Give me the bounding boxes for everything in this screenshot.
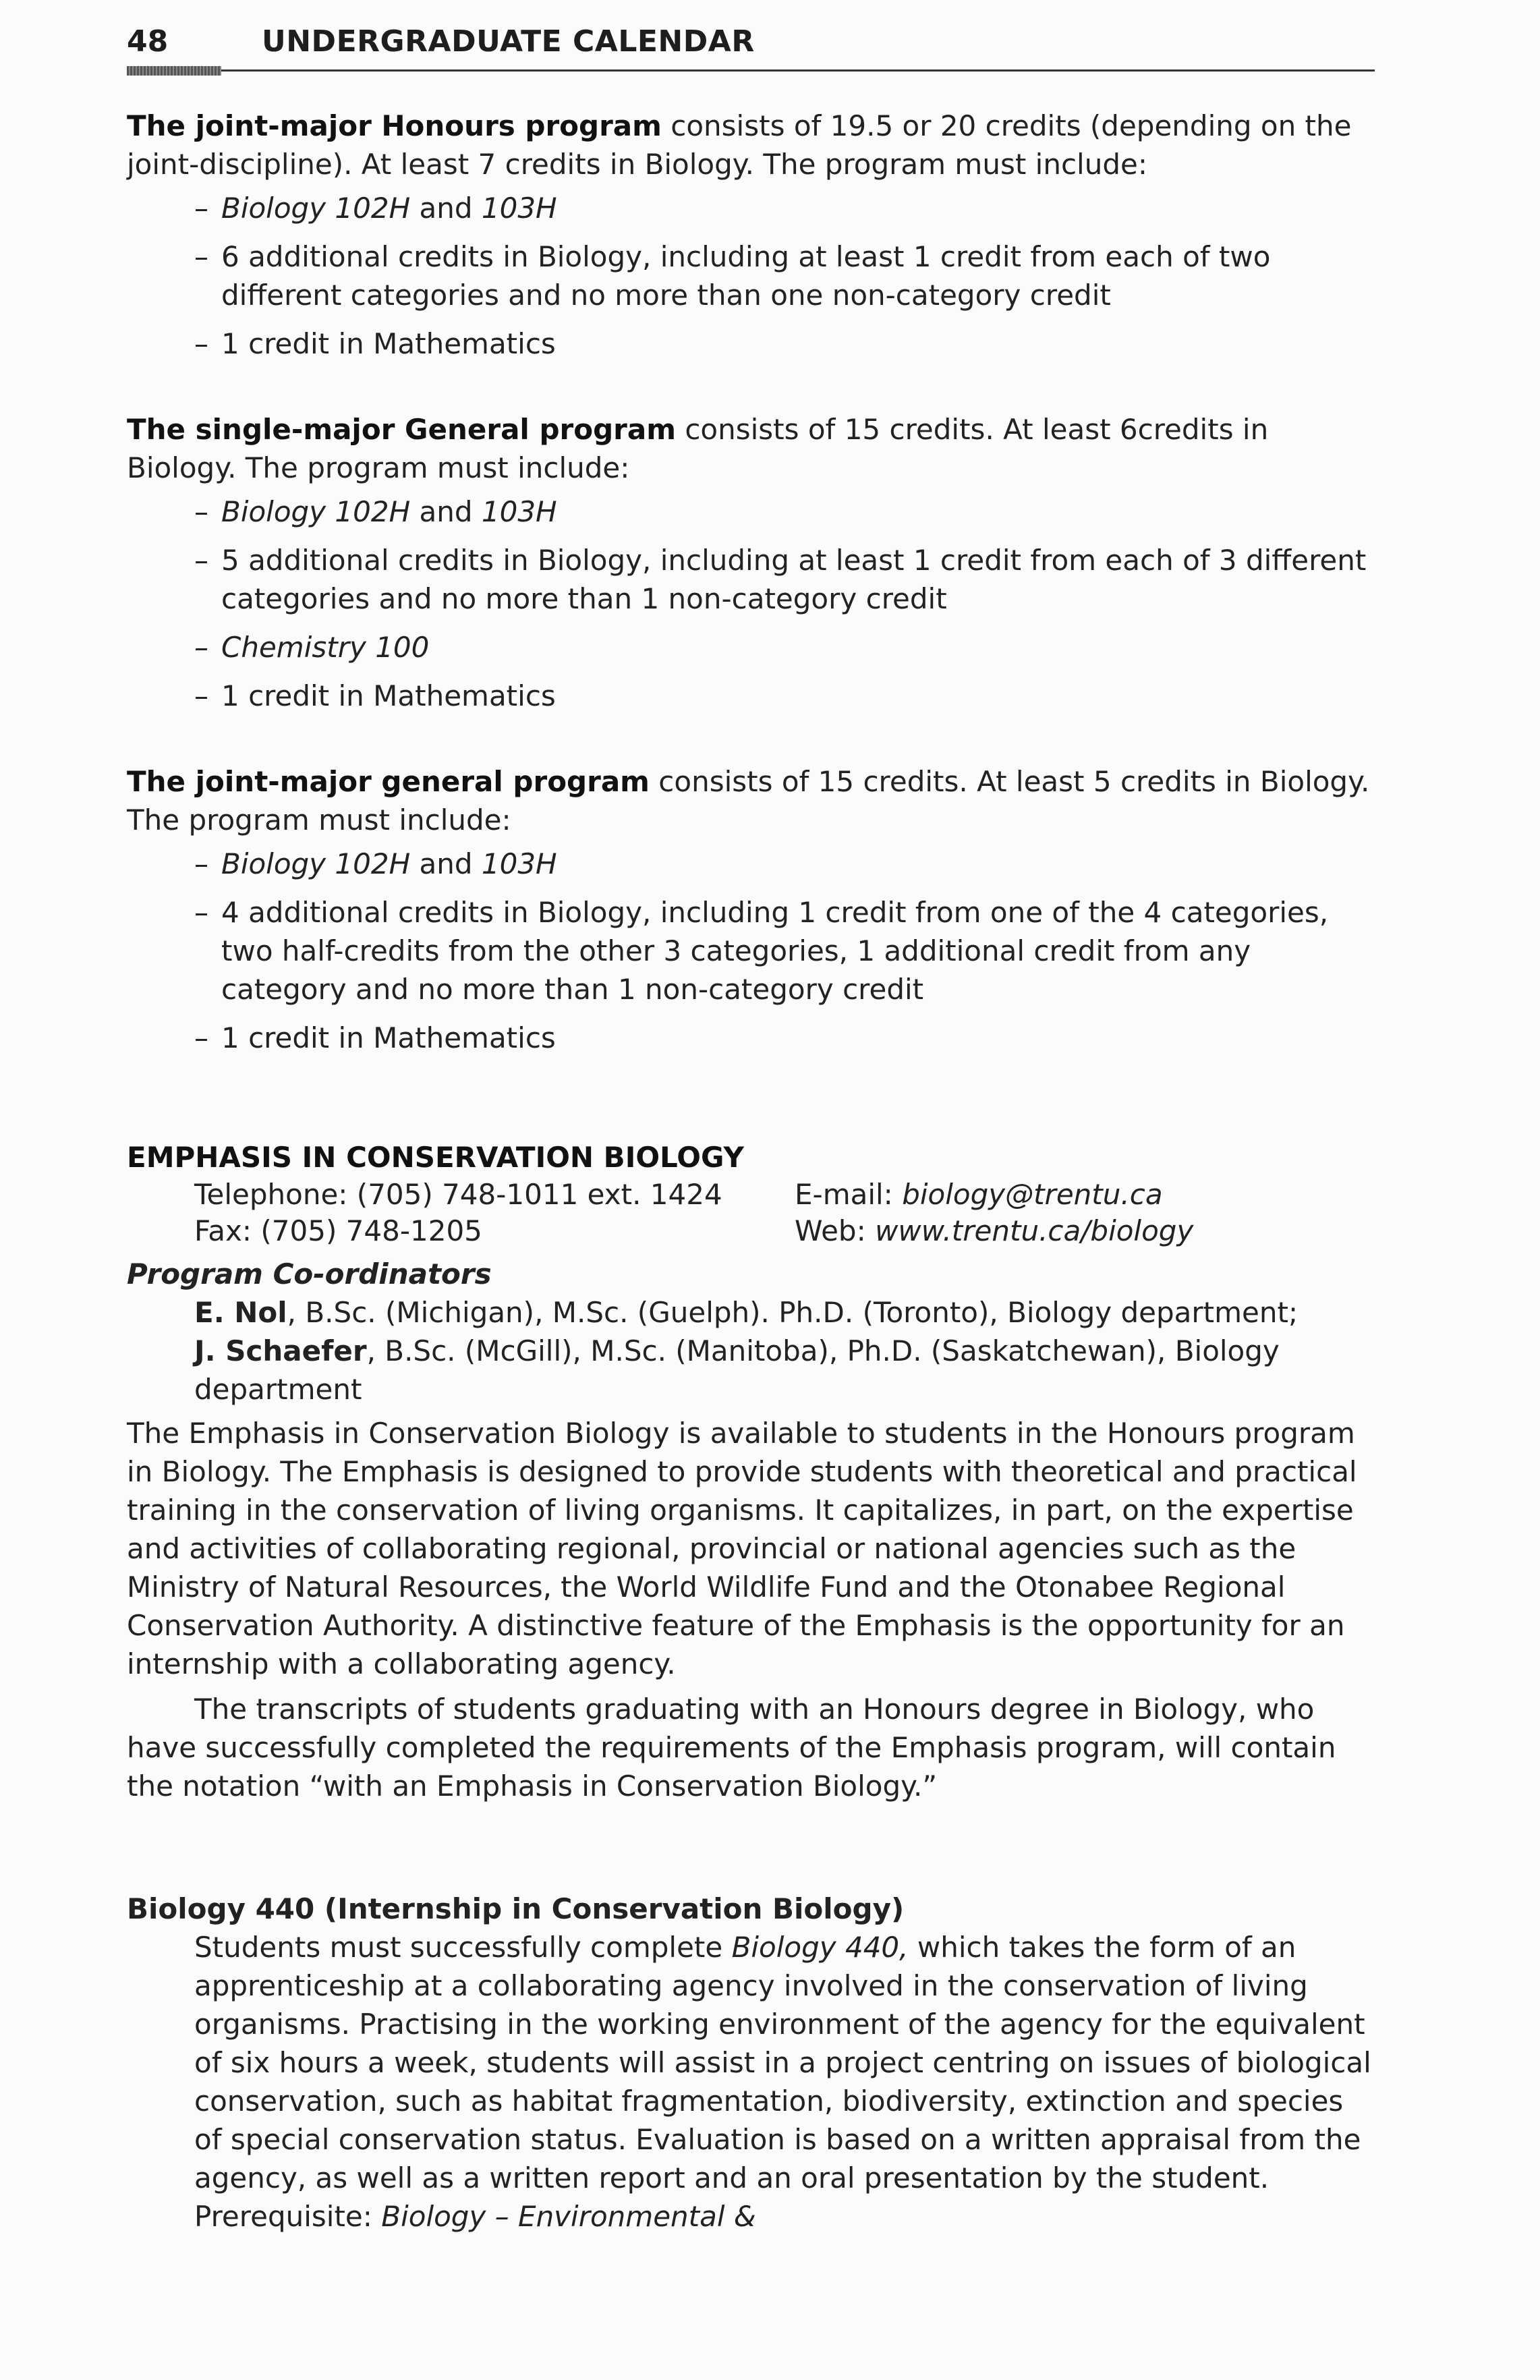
list-item: – Biology 102H and 103H [127, 492, 1375, 531]
coordinators-heading: Program Co-ordinators [127, 1257, 492, 1291]
list-item: – 5 additional credits in Biology, including at least 1 credit from each of 3 different categories and no more than 1 non-category credit [127, 541, 1375, 618]
web: Web: www.trentu.ca/biology [795, 1214, 1194, 1247]
biology-440-description: Students must successfully complete Biology 440, which takes the form of an apprenticeship at a collaborating agency involved in the conservation of living organisms. Practising in the working environment of the agency for the equivalent of six hours a week, students will assist in a project centring on issues of biological conservation, such as habitat fragmentation, biodiversity, extinction and species of special conservation status. Evaluation is based on a written appraisal from the agency, as well as a written report and an oral presentation by the student. Prerequisite: Biology – Environmental & [194, 1931, 1371, 2233]
biology-440-heading: Biology 440 (Internship in Conservation Biology) [127, 1892, 905, 1925]
list-item: – 1 credit in Mathematics [127, 1019, 1375, 1057]
single-general-requirements [127, 492, 1375, 715]
web-link[interactable]: www.trentu.ca/biology [875, 1214, 1194, 1247]
list-item: – 1 credit in Mathematics [127, 677, 1375, 715]
emphasis-description: The Emphasis in Conservation Biology is available to students in the Honours program in Biology. The Emphasis is designed to provide students with theoretical and practical training in the conservation of living organisms. It capitalizes, in part, on the expertise and activities of collaborating regional, provincial or national agencies such as the Ministry of Natural Resources, the World Wildlife Fund and the Otonabee Regional Conservation Authority. A distinctive feature of the Emphasis is the opportunity for an internship with a collaborating agency. [127, 1417, 1357, 1680]
single-general-intro: The single-major General program consists of 15 credits. At least 6credits in Biology. The program must include: [127, 413, 1269, 484]
contact-info [127, 1177, 1375, 1249]
joint-general-intro: The joint-major general program consists of 15 credits. At least 5 credits in Biology. The program must include: [127, 765, 1370, 837]
list-item: – 6 additional credits in Biology, including at least 1 credit from each of two different categories and no more than one non-category credit [127, 237, 1375, 314]
list-item: – Chemistry 100 [127, 628, 1375, 667]
emphasis-heading: EMPHASIS IN CONSERVATION BIOLOGY [127, 1141, 744, 1174]
list-item: – Biology 102H and 103H [127, 189, 1375, 227]
header-rule-block [127, 66, 221, 76]
header-rule [221, 69, 1375, 72]
fax: Fax: (705) 748-1205 [194, 1214, 482, 1247]
joint-general-requirements [127, 845, 1375, 1057]
joint-honours-requirements [127, 189, 1375, 363]
joint-honours-section [127, 107, 1375, 363]
list-item: – 4 additional credits in Biology, including 1 credit from one of the 4 categories, two half-credits from the other 3 categories, 1 additional credit from any category and no more than 1 non-category credit [127, 893, 1375, 1009]
list-item: – 1 credit in Mathematics [127, 324, 1375, 363]
joint-honours-intro: The joint-major Honours program consists of 19.5 or 20 credits (depending on the joint-discipline). At least 7 credits in Biology. The program must include: [127, 109, 1352, 181]
coordinator-nol: E. Nol, B.Sc. (Michigan), M.Sc. (Guelph). Ph.D. (Toronto), Biology department; [194, 1296, 1299, 1329]
email: E-mail: biology@trentu.ca [795, 1178, 1163, 1211]
list-item: – Biology 102H and 103H [127, 845, 1375, 883]
page-header [127, 19, 1375, 93]
joint-general-section [127, 762, 1375, 1057]
telephone: Telephone: (705) 748-1011 ext. 1424 [194, 1178, 722, 1211]
coordinator-schaefer: J. Schaefer, B.Sc. (McGill), M.Sc. (Manitoba), Ph.D. (Saskatchewan), Biology department [194, 1334, 1280, 1406]
single-general-section [127, 410, 1375, 715]
page-body [127, 107, 1375, 2236]
running-title: UNDERGRADUATE CALENDAR [262, 24, 755, 59]
email-link[interactable]: biology@trentu.ca [902, 1178, 1163, 1211]
page-number: 48 [127, 24, 169, 59]
emphasis-transcript-note: The transcripts of students graduating with an Honours degree in Biology, who have successfully completed the requirements of the Emphasis program, will contain the notation “with an Emphasis in Conservation Biology.” [127, 1693, 1336, 1803]
